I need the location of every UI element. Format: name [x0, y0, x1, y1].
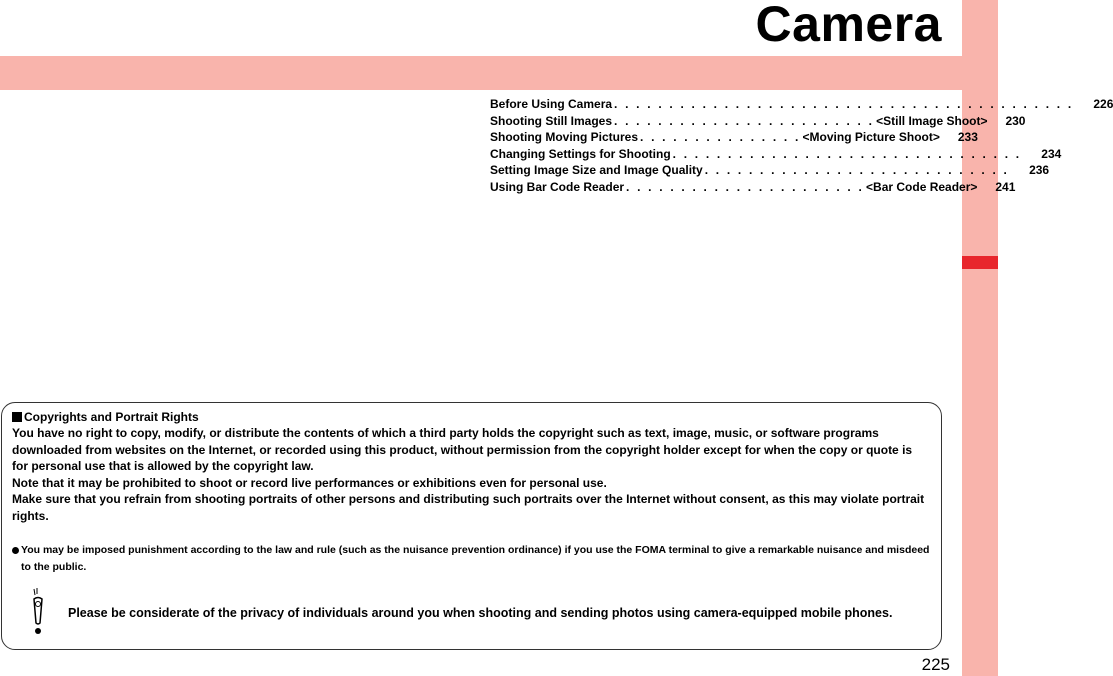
- caution-text: Please be considerate of the privacy of individuals around you when shooting and sending photos using camera-equipped mobile phones.: [68, 606, 893, 620]
- exclamation-icon: [30, 587, 46, 639]
- notice-heading-text: Copyrights and Portrait Rights: [24, 410, 199, 424]
- copyright-notice-box: [1, 402, 942, 650]
- notice-paragraph: Make sure that you refrain from shooting portraits of other persons and distributing such portraits over the Internet without consent, as this may violate portrait rights.: [12, 492, 925, 523]
- toc-page-number: 236: [1029, 163, 1050, 178]
- bullet-dot-icon: [12, 547, 19, 554]
- page-number: 225: [921, 655, 950, 674]
- page-title: Camera: [755, 0, 942, 52]
- toc-row[interactable]: [490, 179, 1016, 196]
- toc-tag: <Bar Code Reader>: [866, 179, 978, 194]
- bullet-text: You may be imposed punishment according to the law and rule (such as the nuisance prevention ordinance) if you use the FOMA terminal to give a remarkable nuisance and misdeed to the public.: [21, 544, 930, 573]
- toc-label: Before Using Camera: [490, 97, 613, 111]
- toc-page-number: 230: [1005, 113, 1026, 128]
- toc-page-number: 241: [995, 179, 1016, 194]
- toc-label: Setting Image Size and Image Quality: [490, 163, 703, 178]
- notice-paragraph: You have no right to copy, modify, or distribute the contents of which a third party holds the copyright such as text, image, music, or software programs downloaded from websites on the Internet, or recorded using this product, without permission from the copyright holder except for when the copy or quote is for personal use that is allowed by the copyright law.: [12, 426, 913, 473]
- toc-leader-dots: . . . . . . . . . . . . . . .: [640, 130, 801, 145]
- table-of-contents: [490, 96, 1113, 196]
- chapter-tab-marker: [962, 256, 998, 269]
- black-square-icon: [12, 412, 22, 422]
- header-band: [0, 56, 962, 90]
- bullet-item: [12, 542, 931, 575]
- toc-leader-dots: . . . . . . . . . . . . . . . . . . . . . . . . . . . . . . . . . . . . . . . . . .: [614, 97, 1074, 111]
- toc-tag: <Moving Picture Shoot>: [802, 130, 940, 145]
- toc-leader-dots: . . . . . . . . . . . . . . . . . . . . . . . .: [614, 113, 875, 128]
- notice-paragraph: Note that it may be prohibited to shoot or record live performances or exhibitions even for personal use.: [12, 475, 607, 490]
- notice-body: [12, 425, 931, 524]
- toc-label: Shooting Moving Pictures: [490, 130, 639, 145]
- toc-tag: <Still Image Shoot>: [876, 113, 988, 128]
- caution-row: [30, 587, 931, 639]
- notice-heading: [12, 409, 931, 425]
- toc-label: Shooting Still Images: [490, 113, 613, 128]
- toc-page-number: 226: [1093, 97, 1113, 111]
- toc-leader-dots: . . . . . . . . . . . . . . . . . . . . . . . . . . . .: [704, 163, 1010, 178]
- toc-label: Changing Settings for Shooting: [490, 146, 671, 161]
- toc-row[interactable]: [490, 146, 1062, 163]
- toc-row[interactable]: [490, 129, 978, 146]
- toc-leader-dots: . . . . . . . . . . . . . . . . . . . . . . . . . . . . . . . .: [672, 146, 1022, 161]
- toc-page-number: 233: [957, 130, 978, 145]
- toc-label: Using Bar Code Reader: [490, 179, 625, 194]
- toc-row[interactable]: [490, 162, 1050, 179]
- toc-row[interactable]: [490, 113, 1026, 130]
- toc-leader-dots: . . . . . . . . . . . . . . . . . . . . . .: [626, 179, 865, 194]
- toc-row[interactable]: [490, 96, 1113, 113]
- toc-page-number: 234: [1041, 146, 1062, 161]
